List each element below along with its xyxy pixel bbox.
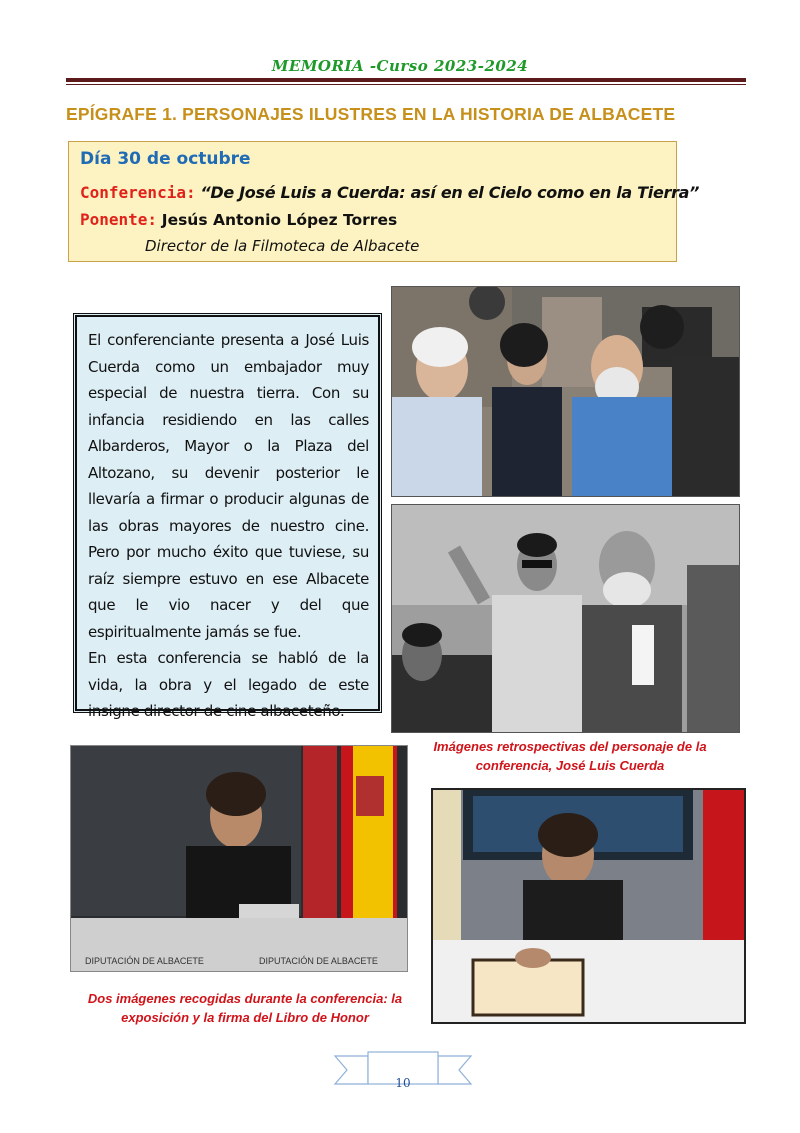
speaker-label: Ponente:: [80, 210, 158, 229]
header-divider: [66, 78, 746, 82]
speaker-role: Director de la Filmoteca de Albacete: [145, 237, 420, 255]
document-header-title: MEMORIA -Curso 2023-2024: [271, 57, 529, 75]
description-paragraph-2: En esta conferencia se habló de la vida, la obra y el legado de este insigne director de cine albaceteño.: [88, 649, 369, 720]
page-number: 10: [395, 1076, 411, 1090]
conference-line: [80, 183, 699, 203]
lectern-sign-left: DIPUTACIÓN DE ALBACETE: [85, 956, 204, 966]
speaker-line: [80, 210, 397, 230]
description-box: [73, 313, 382, 720]
event-date: Día 30 de octubre: [80, 149, 251, 169]
conference-label: Conferencia:: [80, 183, 196, 202]
photo-film-set-bw: [391, 504, 740, 733]
header-divider-thin: [66, 84, 746, 85]
speaker-name: Jesús Antonio López Torres: [161, 211, 398, 229]
caption-conference-images: Dos imágenes recogidas durante la conferencia: la exposición y la firma del Libro de Honor: [87, 991, 403, 1025]
caption-retrospective-images: Imágenes retrospectivas del personaje de la conferencia, José Luis Cuerda: [433, 739, 707, 773]
description-paragraph-1: El conferenciante presenta a José Luis Cuerda como un embajador muy especial de nuestra tierra. Con su infancia residiendo en las calles Albarderos, Mayor o la Plaza del Altozano, su devenir posterior le llevaría a firmar o producir algunas de las obras mayores de nuestro cine. Pero por mucho éxito que tuviese, su raíz siempre estuvo en ese Albacete que le vio nacer y del que espiritualmente jamás se fue.: [88, 331, 369, 641]
photo-film-set-color: [391, 286, 740, 497]
lectern-sign-right: DIPUTACIÓN DE ALBACETE: [259, 956, 378, 966]
photo-conference-speaker: [70, 745, 408, 972]
photo-book-signing: [431, 788, 746, 1024]
conference-title: “De José Luis a Cuerda: así en el Cielo como en la Tierra”: [200, 183, 700, 202]
section-heading: EPÍGRAFE 1. PERSONAJES ILUSTRES EN LA HISTORIA DE ALBACETE: [66, 104, 676, 124]
